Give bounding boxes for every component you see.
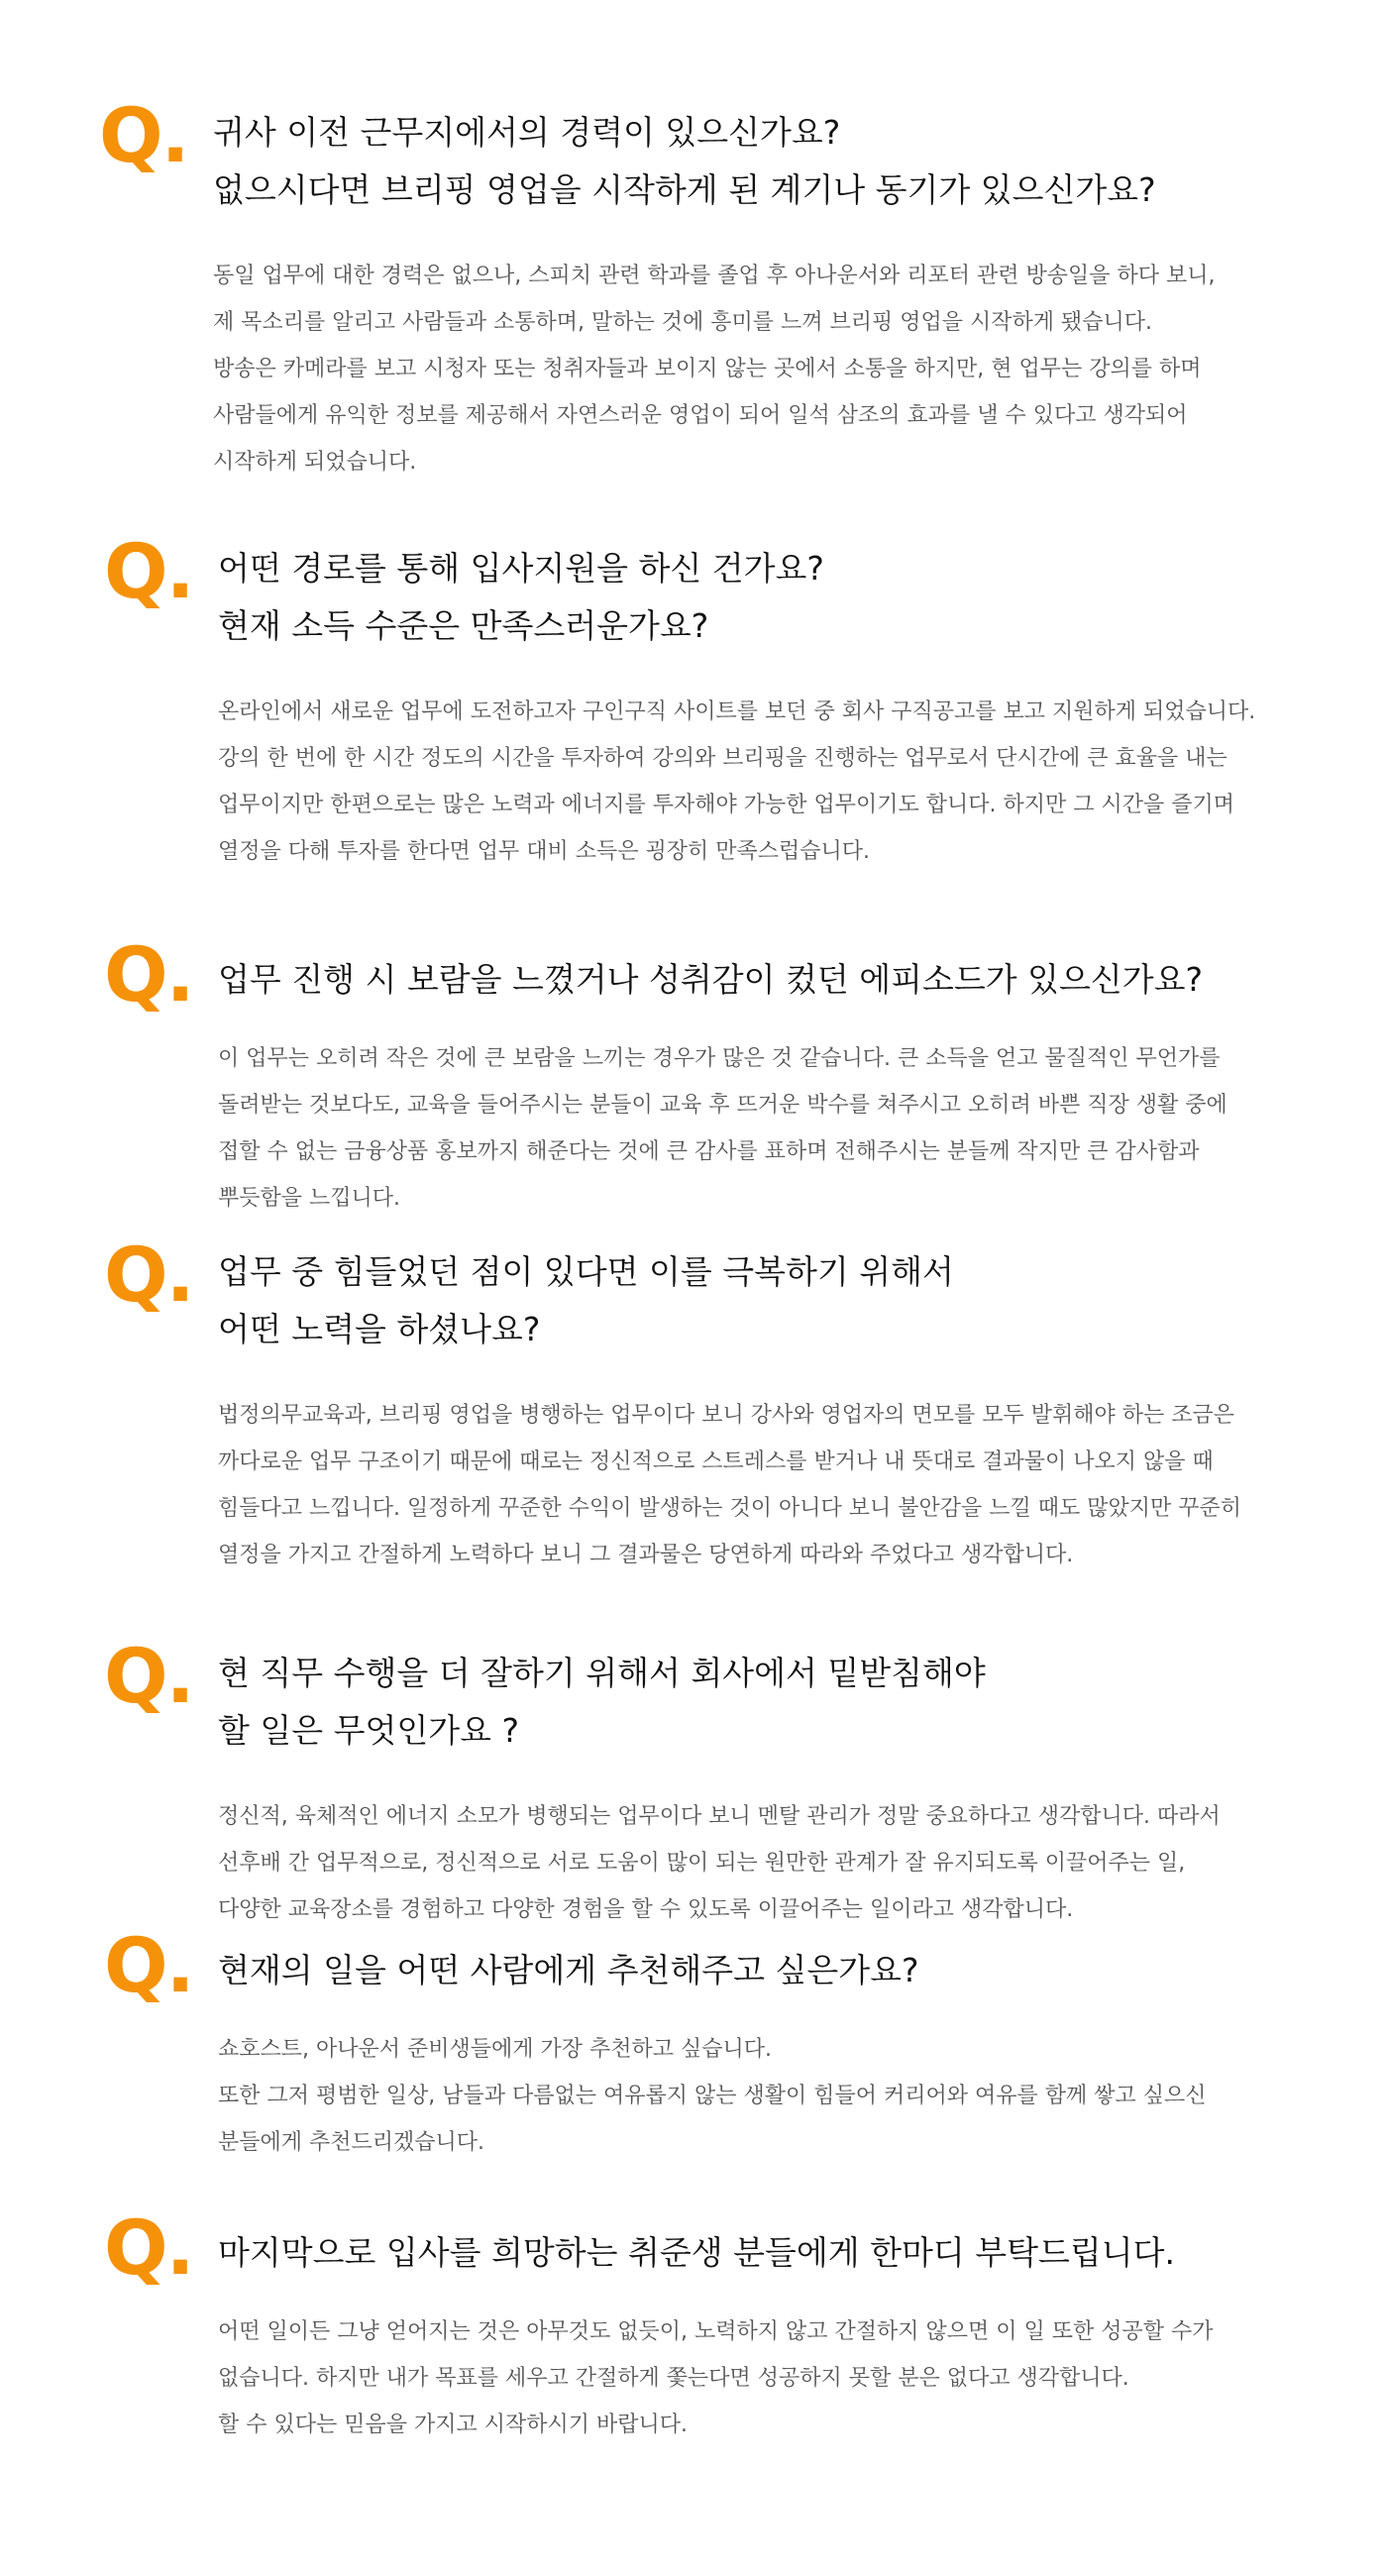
question-line: 업무 진행 시 보람을 느꼈거나 성취감이 컸던 에피소드가 있으신가요? (218, 960, 1204, 999)
q-mark: Q. (104, 930, 193, 1019)
question (218, 2224, 1367, 2282)
answer-line: 이 업무는 오히려 작은 것에 큰 보람을 느끼는 경우가 많은 것 같습니다. 큰 소득을 얻고 물질적인 무언가를 (218, 1046, 1221, 1071)
question-line: 어떤 경로를 통해 입사지원을 하신 건가요? (218, 549, 824, 588)
question (218, 951, 1367, 1009)
answer-line: 또한 그저 평범한 일상, 남들과 다름없는 여유롭지 않는 생활이 힘들어 커리어와 여유를 함께 쌓고 싶으신 (218, 2084, 1207, 2108)
answer-line: 정신적, 육체적인 에너지 소모가 병행되는 업무이다 보니 멘탈 관리가 정말 중요하다고 생각합니다. 따라서 (218, 1804, 1221, 1829)
answer-line: 방송은 카메라를 보고 시청자 또는 청취자들과 보이지 않는 곳에서 소통을 하지만, 현 업무는 강의를 하며 (213, 357, 1202, 381)
answer (218, 1392, 1367, 1578)
q-mark: Q. (104, 1632, 193, 1720)
answer-line: 열정을 다해 투자를 한다면 업무 대비 소득은 굉장히 만족스럽습니다. (218, 839, 870, 864)
answer (218, 2308, 1367, 2448)
answer-line: 업무이지만 한편으로는 많은 노력과 에너지를 투자해야 가능한 업무이기도 합니다. 하지만 그 시간을 즐기며 (218, 793, 1235, 817)
question-line: 없으시다면 브리핑 영업을 시작하게 된 계기나 동기가 있으신가요? (213, 170, 1156, 209)
question-line: 업무 중 힘들었던 점이 있다면 이를 극복하기 위해서 (218, 1252, 954, 1291)
answer (218, 2026, 1367, 2166)
answer-line: 열정을 가지고 간절하게 노력하다 보니 그 결과물은 당연하게 따라와 주었다고 생각합니다. (218, 1543, 1074, 1567)
answer-line: 쇼호스트, 아나운서 준비생들에게 가장 추천하고 싶습니다. (218, 2037, 773, 2062)
answer (213, 253, 1362, 485)
q-mark: Q. (104, 2203, 193, 2292)
question (218, 1243, 1367, 1358)
question (218, 1942, 1367, 1999)
question (213, 104, 1362, 219)
question-line: 현재의 일을 어떤 사람에게 추천해주고 싶은가요? (218, 1951, 919, 1989)
answer-line: 할 수 있다는 믿음을 가지고 시작하시기 바랍니다. (218, 2413, 688, 2437)
answer-line: 동일 업무에 대한 경력은 없으나, 스피치 관련 학과를 졸업 후 아나운서와 리포터 관련 방송일을 하다 보니, (213, 264, 1216, 288)
question-line: 할 일은 무엇인가요 ? (218, 1711, 520, 1750)
answer-line: 돌려받는 것보다도, 교육을 들어주시는 분들이 교육 후 뜨거운 박수를 쳐주시고 오히려 바쁜 직장 생활 중에 (218, 1093, 1227, 1118)
q-mark: Q. (104, 1921, 193, 2009)
question-line: 귀사 이전 근무지에서의 경력이 있으신가요? (213, 113, 841, 152)
answer-line: 사람들에게 유익한 정보를 제공해서 자연스러운 영업이 되어 일석 삼조의 효과를 낼 수 있다고 생각되어 (213, 403, 1188, 428)
answer-line: 시작하게 되었습니다. (213, 450, 417, 475)
answer-line: 없습니다. 하지만 내가 목표를 세우고 간절하게 쫓는다면 성공하지 못할 분은 없다고 생각합니다. (218, 2366, 1129, 2391)
answer-line: 법정의무교육과, 브리핑 영업을 병행하는 업무이다 보니 강사와 영업자의 면모를 모두 발휘해야 하는 조금은 (218, 1403, 1235, 1428)
answer (218, 1793, 1367, 1933)
answer-line: 강의 한 번에 한 시간 정도의 시간을 투자하여 강의와 브리핑을 진행하는 업무로서 단시간에 큰 효율을 내는 (218, 746, 1227, 771)
question (218, 1645, 1367, 1760)
answer-line: 힘들다고 느낍니다. 일정하게 꾸준한 수익이 발생하는 것이 아니다 보니 불안감을 느낄 때도 많았지만 꾸준히 (218, 1496, 1241, 1521)
answer-line: 다양한 교육장소를 경험하고 다양한 경험을 할 수 있도록 이끌어주는 일이라고 생각합니다. (218, 1897, 1074, 1922)
answer (218, 689, 1367, 875)
answer-line: 까다로운 업무 구조이기 때문에 때로는 정신적으로 스트레스를 받거나 내 뜻대로 결과물이 나오지 않을 때 (218, 1449, 1214, 1474)
answer-line: 분들에게 추천드리겠습니다. (218, 2130, 485, 2155)
question-line: 마지막으로 입사를 희망하는 취준생 분들에게 한마디 부탁드립니다. (218, 2233, 1176, 2272)
q-mark: Q. (104, 527, 193, 615)
question-line: 현 직무 수행을 더 잘하기 위해서 회사에서 밑받침해야 (218, 1654, 986, 1692)
answer-line: 온라인에서 새로운 업무에 도전하고자 구인구직 사이트를 보던 중 회사 구직공고를 보고 지원하게 되었습니다. (218, 699, 1256, 724)
q-mark: Q. (99, 91, 188, 179)
answer-line: 선후배 간 업무적으로, 정신적으로 서로 도움이 많이 되는 원만한 관계가 잘 유지되도록 이끌어주는 일, (218, 1851, 1186, 1876)
answer-line: 어떤 일이든 그냥 얻어지는 것은 아무것도 없듯이, 노력하지 않고 간절하지 않으면 이 일 또한 성공할 수가 (218, 2319, 1214, 2344)
answer-line: 제 목소리를 알리고 사람들과 소통하며, 말하는 것에 흥미를 느껴 브리핑 영업을 시작하게 됐습니다. (213, 310, 1152, 335)
answer (218, 1035, 1367, 1222)
question-line: 어떤 노력을 하셨나요? (218, 1310, 541, 1348)
answer-line: 뿌듯함을 느낍니다. (218, 1186, 401, 1211)
q-mark: Q. (104, 1231, 193, 1319)
question (218, 540, 1367, 655)
question-line: 현재 소득 수준은 만족스러운가요? (218, 606, 709, 645)
answer-line: 접할 수 없는 금융상품 홍보까지 해준다는 것에 큰 감사를 표하며 전해주시는 분들께 작지만 큰 감사함과 (218, 1139, 1200, 1164)
